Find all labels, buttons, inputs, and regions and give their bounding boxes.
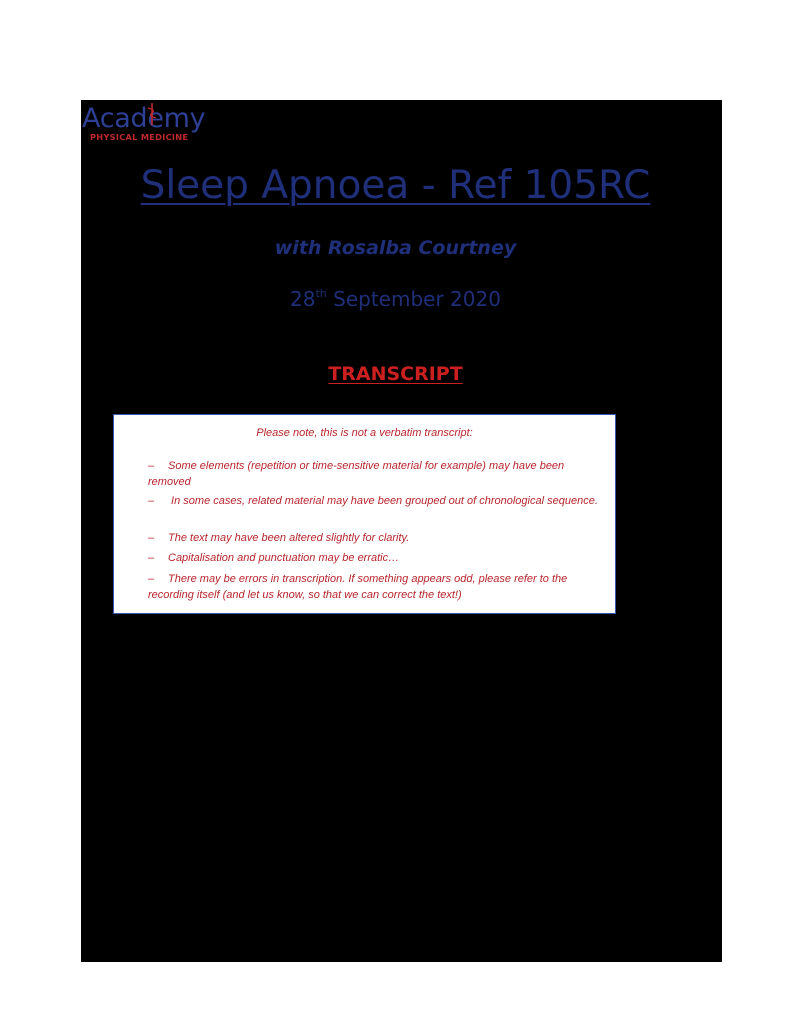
dash-bullet: –: [148, 460, 155, 472]
disclaimer-intro: Please note, this is not a verbatim transcript:: [256, 427, 473, 439]
disclaimer-item: [148, 550, 608, 566]
disclaimer-item-text: Some elements (repetition or time-sensitive material for example) may have been removed: [148, 460, 565, 488]
academy-logo: [82, 104, 222, 144]
disclaimer-item-text: The text may have been altered slightly for clarity.: [168, 532, 410, 544]
disclaimer-item-text: In some cases, related material may have been grouped out of chronological sequence.: [168, 495, 598, 507]
dash-bullet: –: [148, 495, 155, 507]
transcript-heading: TRANSCRIPT: [328, 363, 463, 385]
disclaimer-item: [148, 530, 608, 546]
document-title: Sleep Apnoea - Ref 105RC: [140, 163, 651, 208]
disclaimer-item-text: Capitalisation and punctuation may be erratic…: [168, 552, 400, 564]
session-date: [0, 280, 791, 313]
date-day: 28: [290, 287, 316, 311]
disclaimer-box: [113, 414, 616, 614]
disclaimer-item-text: There may be errors in transcription. If something appears odd, please refer to the recording itself (and let us know, so that we can correct the text!): [148, 573, 568, 601]
disclaimer-item: [148, 571, 608, 603]
presenter-line: with Rosalba Courtney: [274, 237, 517, 259]
logo-subtitle: PHYSICAL MEDICINE: [90, 132, 189, 142]
disclaimer-item: [148, 493, 608, 509]
dash-bullet: –: [148, 573, 155, 585]
dash-bullet: –: [148, 552, 155, 564]
disclaimer-item: [148, 458, 608, 490]
logo-wordmark: Academy: [82, 103, 206, 134]
caduceus-icon: [145, 103, 159, 125]
dash-bullet: –: [148, 532, 155, 544]
date-month-year: September 2020: [333, 287, 501, 311]
date-ordinal: th: [315, 287, 327, 300]
